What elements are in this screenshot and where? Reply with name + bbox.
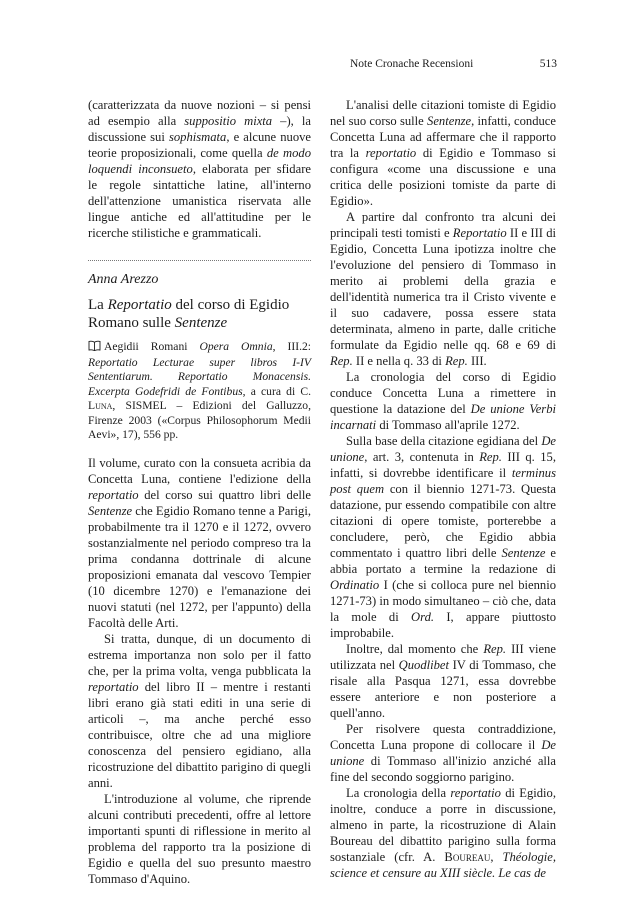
body-paragraph: La cronologia della reportatio di Egidio, inoltre, conduce a porre in discussione, almeno in parte, la ricostruzione di Alain Boureau del dibattito parigino sulla forma sostanziale (cfr. A. Boureau, Théologie, science et censure au XIII siècle. Le cas de bbox=[330, 786, 557, 880]
review-title: La Reportatio del corso di Egidio Romano sulle Sentenze bbox=[88, 297, 290, 331]
body-paragraph: Sulla base della citazione egidiana del De unione, art. 3, contenuta in Rep. III q. 15, infatti, si dovrebbe identificare il terminus post quem con il biennio 1271-73. Questa datazione, pur essendo compatibile con altre citazioni di opere tomiste, porterebbe a concludere, però, che Egidio abbia commentato i quattro libri delle Sentenze e abbia portato a termine la redazione di Ordinatio I (che si colloca pure nel biennio 1271-73) in modo simultaneo – ciò che, data la mole di Ord. I, appare piuttosto improbabile. bbox=[330, 434, 557, 640]
page-number: 513 bbox=[539, 58, 557, 70]
left-column bbox=[88, 97, 311, 887]
section-divider bbox=[88, 260, 311, 261]
body-paragraph: A partire dal confronto tra alcuni dei principali testi tomisti e Reportatio II e III di Egidio, Concetta Luna ipotizza inoltre che l'evoluzione del pensiero di Tommaso in merito ai problemi della grazia e dell'identità numerica tra il Cristo vivente e il suo cadavere, possa essere stata determinata, almeno in parte, dalle critiche formulate da Egidio nelle qq. 68 e 69 di Rep. II e nella q. 33 di Rep. III. bbox=[330, 210, 556, 368]
body-paragraph: L'introduzione al volume, che riprende alcuni contributi precedenti, offre al lettore importanti spunti di riflessione in merito al problema del rapporto tra la posizione di Egidio e quella del suo presunto maestro Tommaso d'Aquino. bbox=[88, 791, 311, 886]
body-paragraph: Il volume, curato con la consueta acribia da Concetta Luna, contiene l'edizione della reportatio del corso sui quattro libri delle Sentenze che Egidio Romano tenne a Parigi, probabilmente tra il 1270 e il 1272, ovvero sostanzialmente nel periodo compreso tra la prima condanna dottrinale di alcune proposizioni emanata dal vescovo Tempier (10 dicembre 1270) e l'emanazione dei nuovi statuti (nel 1272, per l'appunto) della Facoltà delle Arti. bbox=[88, 455, 311, 630]
body-paragraph: L'analisi delle citazioni tomiste di Egidio nel suo corso sulle Sentenze, infatti, conduce Concetta Luna ad affermare che il rapporto tra la reportatio di Egidio e Tommaso si configura «come una discussione e una critica delle posizioni tomiste da parte di Egidio». bbox=[330, 98, 556, 208]
right-column bbox=[330, 97, 556, 881]
review-author: Anna Arezzo bbox=[88, 272, 159, 287]
body-paragraph: Si tratta, dunque, di un documento di estrema importanza non solo per il fatto che, per la prima volta, venga pubblicata la reportatio del libro II – mentre i restanti libri erano già stati editi in una serie di articoli –, ma anche perché esso contribuisce, oltre che ad una migliore conoscenza del pensiero egidiano, alla ricostruzione del dibattito parigino di quegli anni. bbox=[88, 631, 311, 790]
bibliographic-reference: Aegidii Romani Opera Omnia, III.2: Reportatio Lecturae super libros I-IV Sententiarum. Reportatio Monacensis. Excerpta Godefridi de Fontibus, a cura di C. Luna, SISMEL – Edizioni del Galluzzo, Firenze 2003 («Corpus Philosophorum Medii Aevi», 17), 556 pp. bbox=[88, 340, 311, 441]
running-header bbox=[350, 58, 557, 70]
body-paragraph: Inoltre, dal momento che Rep. III viene utilizzata nel Quodlibet IV di Tommaso, che risale alla Pasqua 1271, essa dovrebbe essere anteriore e non posteriore a quell'anno. bbox=[330, 642, 556, 720]
body-paragraph: La cronologia del corso di Egidio conduce Concetta Luna a rimettere in questione la datazione del De unione Verbi incarnati di Tommaso all'aprile 1272. bbox=[330, 370, 556, 432]
continued-paragraph: (caratterizzata da nuove nozioni – si pensi ad esempio alla suppositio mixta –), la discussione sui sophismata, e alcune nuove teorie proposizionali, come quella de modo loquendi inconsueto, elaborata per sfidare le regole sintattiche latine, all'interno dell'attenzione umanistica riservata alle lingue antiche ed all'attitudine per le ricerche stilistiche e grammaticali. bbox=[88, 98, 311, 240]
open-book-icon bbox=[88, 340, 101, 356]
body-paragraph: Per risolvere questa contraddizione, Concetta Luna propone di collocare il De unione di Tommaso all'inizio anziché alla fine del secondo soggiorno parigino. bbox=[330, 722, 556, 784]
section-title: Note Cronache Recensioni bbox=[350, 58, 474, 70]
